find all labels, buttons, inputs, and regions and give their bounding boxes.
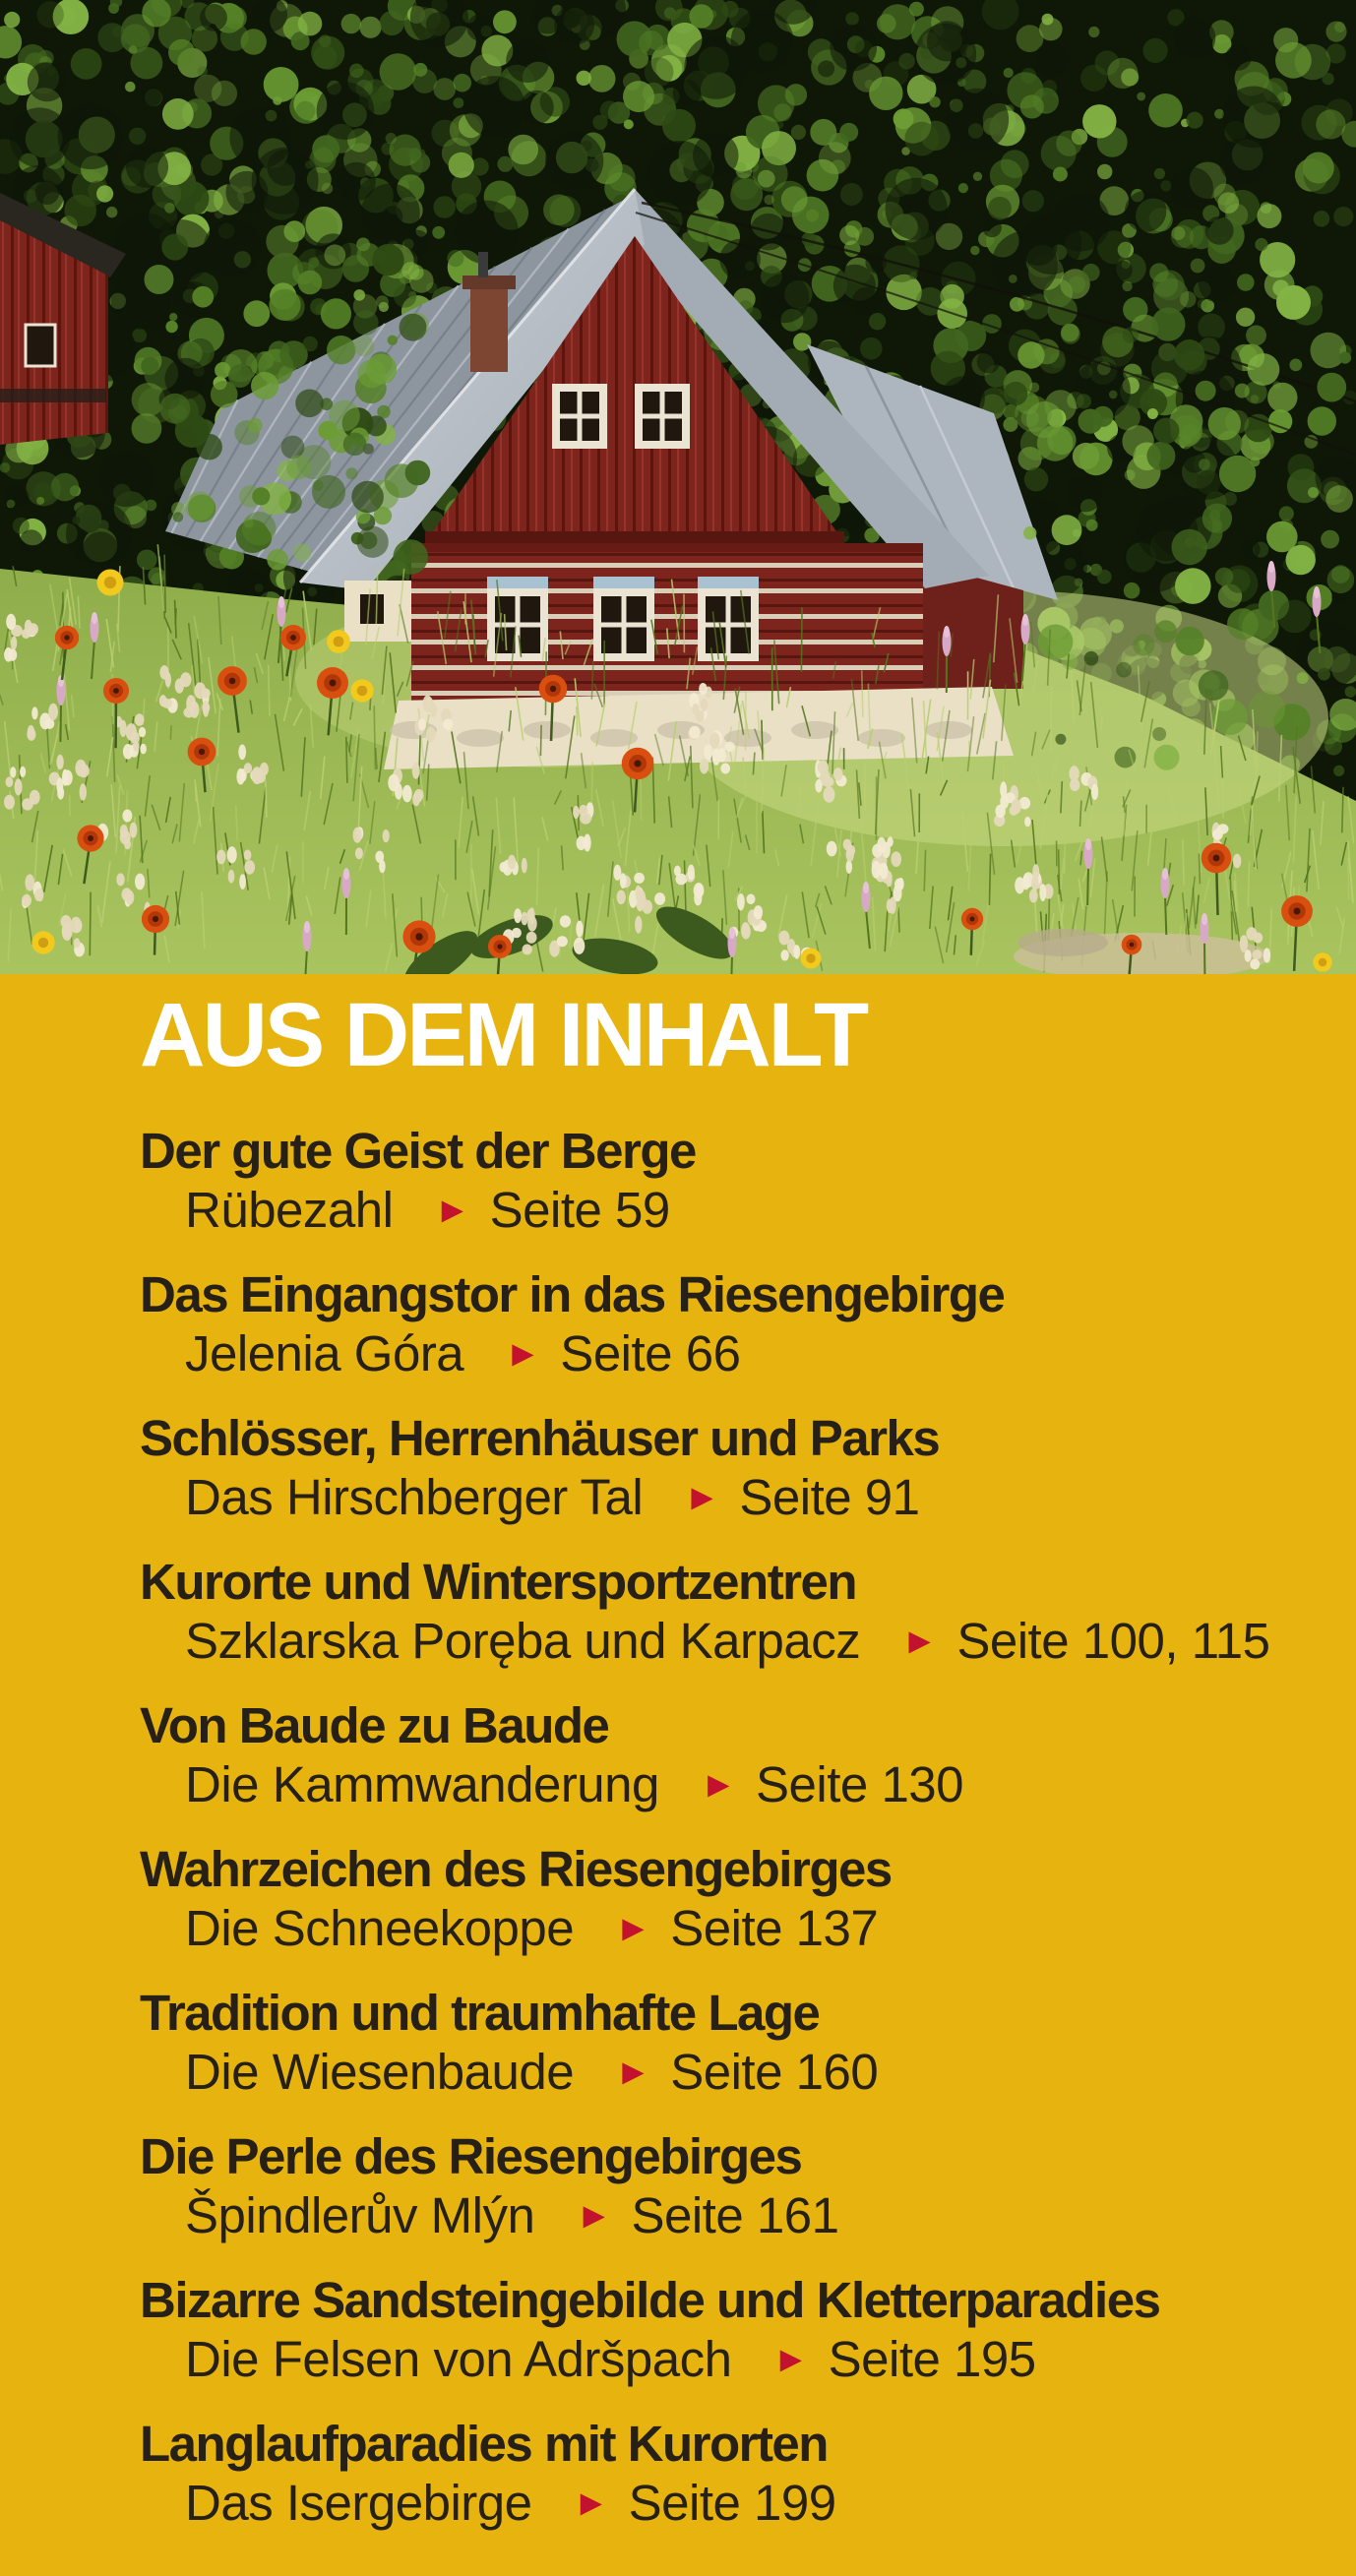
page-arrow-icon: ► [573, 2483, 609, 2523]
toc-entry-subline [140, 2330, 1326, 2394]
toc-entry-subtitle: Die Kammwanderung [185, 1756, 659, 1812]
page-arrow-icon: ► [684, 1477, 720, 1517]
toc-entry-subtitle: Die Schneekoppe [185, 1900, 575, 1956]
toc-entry-subline [140, 2186, 1326, 2250]
toc-entry-page: Seite 100, 115 [956, 1613, 1270, 1669]
toc-entry-subline [140, 1755, 1326, 1819]
toc-entry-subtitle: Das Hirschberger Tal [185, 1469, 644, 1525]
toc-entry-subline [140, 1181, 1326, 1245]
toc-entry [140, 1409, 1326, 1532]
toc-entry-heading: Die Perle des Riesengebirges [140, 2128, 802, 2184]
page-arrow-icon: ► [615, 1908, 651, 1948]
toc-entry-heading: Kurorte und Wintersportzentren [140, 1554, 857, 1610]
toc-entry-heading: Schlösser, Herrenhäuser und Parks [140, 1410, 940, 1466]
toc-entry-subtitle: Szklarska Poręba und Karpacz [185, 1613, 861, 1669]
toc-entry-page: Seite 130 [756, 1756, 964, 1812]
toc-entry-page: Seite 161 [631, 2187, 839, 2243]
page-arrow-icon: ► [901, 1621, 938, 1661]
toc-entry-heading: Tradition und traumhafte Lage [140, 1985, 820, 2041]
toc-entry-page: Seite 137 [670, 1900, 879, 1956]
toc-entry-heading: Das Eingangstor in das Riesengebirge [140, 1266, 1005, 1322]
toc-entry [140, 1696, 1326, 1819]
page-arrow-icon: ► [576, 2195, 612, 2236]
toc-entry-subline [140, 2043, 1326, 2107]
page-arrow-icon: ► [772, 2339, 809, 2379]
page-arrow-icon: ► [615, 2052, 651, 2092]
toc-entry-page: Seite 160 [670, 2044, 879, 2100]
toc-entry [140, 1122, 1326, 1245]
toc-entry [140, 1265, 1326, 1388]
toc-entry-subtitle: Špindlerův Mlýn [185, 2187, 535, 2243]
page-title: AUS DEM INHALT [140, 985, 867, 1085]
page-arrow-icon: ► [505, 1333, 541, 1374]
toc-entry [140, 1840, 1326, 1963]
toc-entry-heading: Langlaufparadies mit Kurorten [140, 2416, 828, 2472]
cover-photo [0, 0, 1356, 974]
toc-entry-heading: Bizarre Sandsteingebilde und Kletterparadies [140, 2272, 1160, 2328]
toc-entry-page: Seite 91 [739, 1469, 920, 1525]
toc-entry-subline [140, 1612, 1326, 1676]
toc-panel [0, 974, 1356, 2576]
toc-entry-page: Seite 195 [828, 2331, 1036, 2387]
toc-entry-subtitle: Das Isergebirge [185, 2475, 532, 2531]
toc-entry [140, 1553, 1326, 1676]
toc-entry-heading: Wahrzeichen des Riesengebirges [140, 1841, 892, 1897]
toc-entry-subline [140, 1899, 1326, 1963]
toc-entry-subtitle: Jelenia Góra [185, 1325, 464, 1381]
toc-entry [140, 2127, 1326, 2250]
toc-entry-heading: Von Baude zu Baude [140, 1697, 609, 1753]
toc-entry-page: Seite 66 [560, 1325, 741, 1381]
toc-entry-page: Seite 199 [628, 2475, 836, 2531]
toc-entry-subline [140, 2474, 1326, 2538]
toc-entry [140, 2415, 1326, 2538]
toc-entry [140, 2271, 1326, 2394]
toc-entry-subline [140, 1324, 1326, 1388]
toc-entry-subtitle: Die Wiesenbaude [185, 2044, 575, 2100]
toc-entry-subtitle: Die Felsen von Adršpach [185, 2331, 732, 2387]
toc-entry [140, 1984, 1326, 2107]
toc-entry-page: Seite 59 [489, 1182, 670, 1238]
toc-entry-subline [140, 1468, 1326, 1532]
toc-entry-subtitle: Rübezahl [185, 1182, 394, 1238]
mountain-house-meadow-photo [0, 0, 1356, 974]
page-arrow-icon: ► [700, 1764, 737, 1805]
page-arrow-icon: ► [434, 1190, 470, 1230]
toc-entry-heading: Der gute Geist der Berge [140, 1123, 696, 1179]
